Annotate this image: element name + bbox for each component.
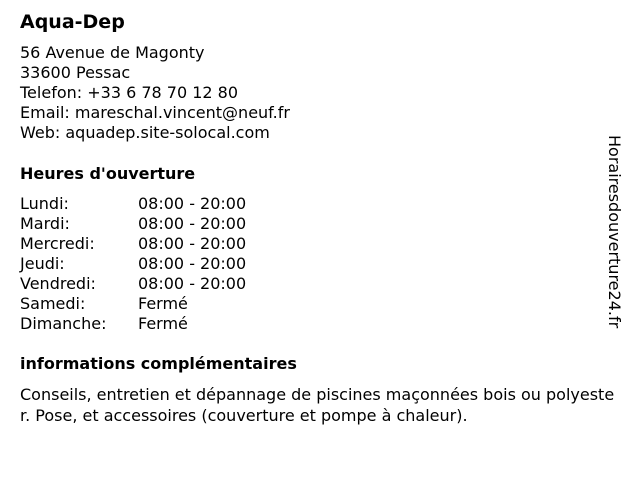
day-label: Lundi: — [20, 194, 69, 213]
day-label: Mercredi: — [20, 234, 95, 253]
business-name: Aqua-Dep — [20, 11, 125, 33]
city-postal: 33600 Pessac — [20, 63, 131, 82]
hours-row-tuesday — [20, 214, 246, 234]
hours-heading: Heures d'ouverture — [20, 164, 196, 183]
day-hours: Fermé — [138, 314, 188, 333]
web-line: Web: aquadep.site-solocal.com — [20, 123, 270, 142]
hours-row-saturday — [20, 294, 246, 314]
day-hours: 08:00 - 20:00 — [138, 254, 247, 273]
day-label: Vendredi: — [20, 274, 96, 293]
day-label: Mardi: — [20, 214, 70, 233]
day-hours: Fermé — [138, 294, 188, 313]
day-label: Jeudi: — [20, 254, 65, 273]
hours-row-wednesday — [20, 234, 246, 254]
hours-row-thursday — [20, 254, 246, 274]
hours-row-sunday — [20, 314, 246, 334]
opening-hours-table — [20, 194, 246, 334]
day-label: Dimanche: — [20, 314, 107, 333]
day-hours: 08:00 - 20:00 — [138, 234, 247, 253]
phone-line: Telefon: +33 6 78 70 12 80 — [20, 83, 239, 102]
business-description: Conseils, entretien et dépannage de piscines maçonnées bois ou polyester. Pose, et accessoires (couverture et pompe à chaleur). — [20, 385, 615, 425]
site-watermark: Horairesdouverture24.fr — [605, 135, 624, 329]
hours-row-friday — [20, 274, 246, 294]
day-label: Samedi: — [20, 294, 86, 313]
day-hours: 08:00 - 20:00 — [138, 274, 247, 293]
day-hours: 08:00 - 20:00 — [138, 214, 247, 233]
day-hours: 08:00 - 20:00 — [138, 194, 247, 213]
contact-block — [20, 43, 290, 143]
hours-row-monday — [20, 194, 246, 214]
info-heading: informations complémentaires — [20, 354, 297, 373]
street-address: 56 Avenue de Magonty — [20, 43, 205, 62]
email-line: Email: mareschal.vincent@neuf.fr — [20, 103, 290, 122]
